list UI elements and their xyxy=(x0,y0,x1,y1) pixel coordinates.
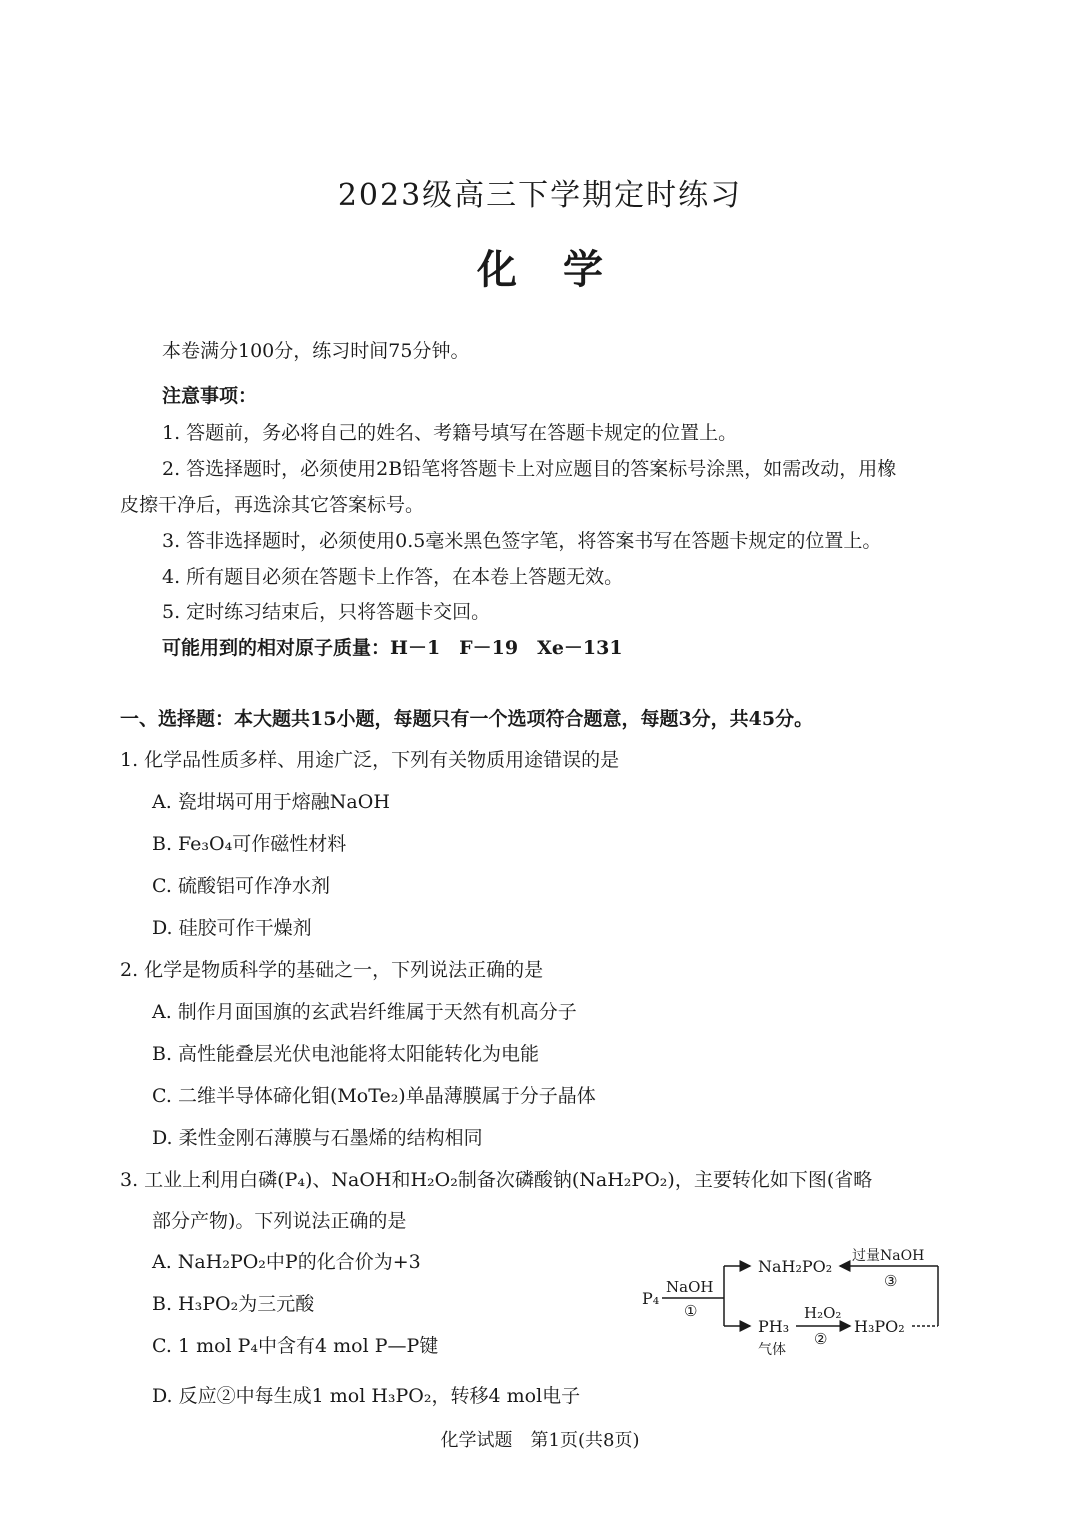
nah2po2-label: NaH₂PO₂ xyxy=(758,1257,833,1276)
option-d: D. 柔性金刚石薄膜与石墨烯的结构相同 xyxy=(152,1127,483,1149)
subject-title: 化学 xyxy=(477,246,649,293)
atomic-mass-line: 可能用到的相对原子质量：H－1 F－19 Xe－131 xyxy=(162,637,623,659)
note-item: 5. 定时练习结束后，只将答题卡交回。 xyxy=(162,601,491,623)
option-a: A. 瓷坩埚可用于熔融NaOH xyxy=(152,791,390,813)
step1-label: ① xyxy=(684,1302,698,1320)
step3-label: ③ xyxy=(884,1272,898,1290)
h3po2-label: H₃PO₂ xyxy=(854,1317,905,1336)
option-c: C. 1 mol P₄中含有4 mol P—P键 xyxy=(152,1335,439,1357)
question-stem-continued: 部分产物)。下列说法正确的是 xyxy=(152,1210,407,1232)
ph3-label: PH₃ xyxy=(758,1317,790,1336)
intro-text: 本卷满分100分，练习时间75分钟。 xyxy=(162,340,470,362)
excess-naoh-label: 过量NaOH xyxy=(852,1248,925,1264)
question-stem: 3. 工业上利用白磷(P₄)、NaOH和H₂O₂制备次磷酸钠(NaH₂PO₂)，主要转化如下图(省略 xyxy=(120,1169,873,1191)
h2o2-label: H₂O₂ xyxy=(804,1304,842,1322)
page-footer: 化学试题 第1页(共8页) xyxy=(440,1430,640,1451)
reaction-diagram xyxy=(640,1238,960,1368)
option-b: B. Fe₃O₄可作磁性材料 xyxy=(152,833,347,855)
p4-label: P₄ xyxy=(642,1289,660,1308)
option-b: B. H₃PO₂为三元酸 xyxy=(152,1293,315,1315)
note-item: 皮擦干净后，再选涂其它答案标号。 xyxy=(120,494,425,516)
option-c: C. 二维半导体碲化钼(MoTe₂)单晶薄膜属于分子晶体 xyxy=(152,1085,596,1107)
naoh-label: NaOH xyxy=(666,1278,714,1296)
note-item: 3. 答非选择题时，必须使用0.5毫米黑色签字笔，将答案书写在答题卡规定的位置上。 xyxy=(162,530,882,552)
note-item: 1. 答题前，务必将自己的姓名、考籍号填写在答题卡规定的位置上。 xyxy=(162,422,738,444)
option-c: C. 硫酸铝可作净水剂 xyxy=(152,875,330,897)
notes-heading: 注意事项： xyxy=(162,385,258,407)
option-a: A. 制作月面国旗的玄武岩纤维属于天然有机高分子 xyxy=(152,1001,577,1023)
note-item: 4. 所有题目必须在答题卡上作答，在本卷上答题无效。 xyxy=(162,566,624,588)
option-d: D. 反应②中每生成1 mol H₃PO₂，转移4 mol电子 xyxy=(152,1385,581,1407)
exam-title: 2023级高三下学期定时练习 xyxy=(337,178,743,213)
question-stem: 1. 化学品性质多样、用途广泛，下列有关物质用途错误的是 xyxy=(120,749,620,771)
step2-label: ② xyxy=(814,1330,828,1348)
section-heading: 一、选择题：本大题共15小题，每题只有一个选项符合题意，每题3分，共45分。 xyxy=(120,708,814,730)
option-b: B. 高性能叠层光伏电池能将太阳能转化为电能 xyxy=(152,1043,540,1065)
gas-label: 气体 xyxy=(758,1342,786,1358)
option-a: A. NaH₂PO₂中P的化合价为+3 xyxy=(152,1251,421,1273)
option-d: D. 硅胶可作干燥剂 xyxy=(152,917,312,939)
question-stem: 2. 化学是物质科学的基础之一，下列说法正确的是 xyxy=(120,959,544,981)
note-item: 2. 答选择题时，必须使用2B铅笔将答题卡上对应题目的答案标号涂黑，如需改动，用橡 xyxy=(162,458,897,480)
